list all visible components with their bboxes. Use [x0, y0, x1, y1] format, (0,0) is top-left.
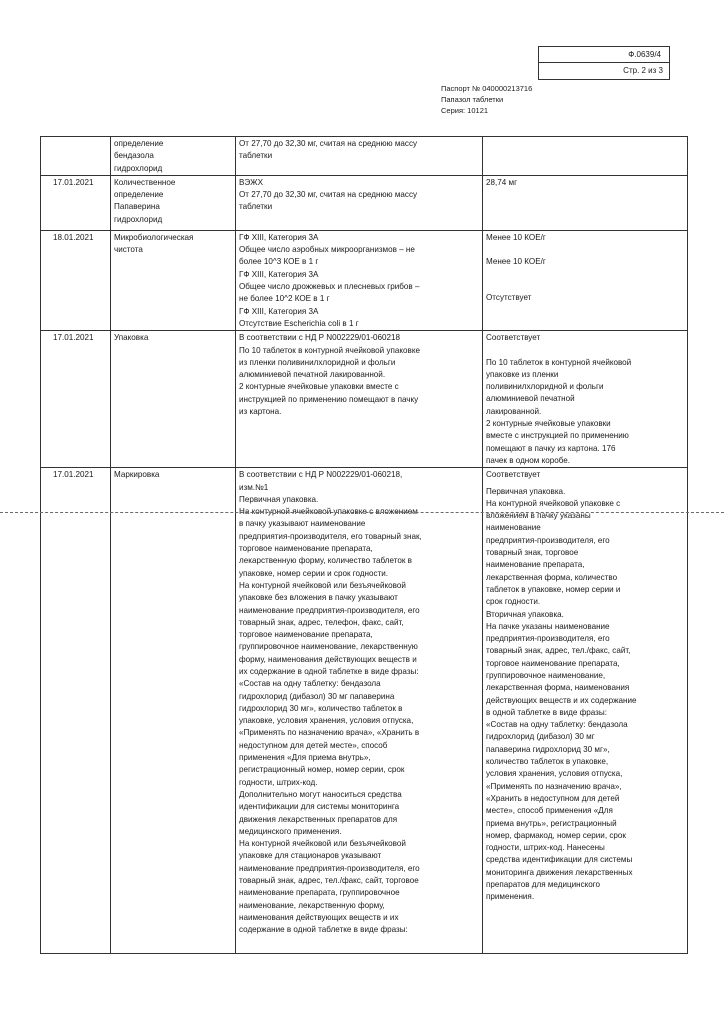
result-line: алюминиевой печатной	[486, 394, 575, 404]
requirement-line: От 27,70 до 32,30 мг, считая на среднюю массу	[239, 190, 418, 200]
requirement-line: упаковке без вложения в пачку указывают	[239, 593, 398, 603]
test-date: 17.01.2021	[53, 177, 94, 187]
result-line: папаверина гидрохлорид 30 мг»,	[486, 744, 610, 754]
requirement-line: ВЭЖХ	[239, 177, 263, 187]
series-number: Серия: 10121	[441, 106, 489, 115]
result-line: годности, штрих-код. Нанесены	[486, 843, 605, 853]
form-code-box	[538, 46, 670, 80]
requirement-line: в пачку указывают наименование	[239, 519, 366, 529]
requirement-cell	[236, 230, 483, 330]
table-row	[41, 175, 688, 230]
requirement-line: изм.№1	[239, 482, 269, 492]
requirement-line: товарный знак, адрес, телефон, факс, сайт,	[239, 617, 404, 627]
requirement-line: годности, штрих-код.	[239, 777, 318, 787]
requirement-line: из пленки поливинилхлоридной и фольги	[239, 357, 396, 367]
requirement-line: Отсутствие Escherichia coli в 1 г	[239, 318, 359, 328]
requirement-line: В соответствии с НД Р N002229/01-060218,	[239, 470, 403, 480]
result-line: На пачке указаны наименование	[486, 621, 610, 631]
requirement-line: упаковке для стационаров указывают	[239, 851, 382, 861]
requirement-line: торговое наименование препарата,	[239, 544, 373, 554]
requirement-line: более 10^3 КОЕ в 1 г	[239, 257, 319, 267]
requirement-line: упаковке, условия хранения, условия отпуска,	[239, 716, 414, 726]
result-cell	[483, 175, 688, 230]
test-name-line: определение	[114, 139, 164, 148]
result-line: Менее 10 КОЕ/г	[486, 232, 546, 242]
table-row	[41, 331, 688, 468]
requirement-line: На контурной ячейковой или безъячейковой	[239, 580, 406, 590]
test-name-cell	[111, 137, 236, 176]
requirement-line: предприятия-производителя, его товарный знак,	[239, 531, 422, 541]
result-line: условия хранения, условия отпуска,	[486, 769, 623, 779]
table-row	[41, 137, 688, 176]
requirement-cell	[236, 468, 483, 954]
test-name-line: гидрохлорид	[114, 214, 163, 224]
test-name-line: гидрохлорид	[114, 163, 163, 173]
requirement-line: наименование, лекарственную форму,	[239, 900, 385, 910]
test-name-cell	[111, 175, 236, 230]
test-name-line: чистота	[114, 245, 143, 255]
result-cell	[483, 137, 688, 176]
table-row	[41, 230, 688, 330]
result-line: Соответствует	[486, 470, 541, 480]
result-line: «Применять по назначению врача»,	[486, 781, 622, 791]
result-line: предприятия-производителя, его	[486, 535, 610, 545]
result-line: лакированной.	[486, 406, 542, 416]
requirement-line: На контурной ячейковой упаковке с вложением	[239, 507, 418, 517]
result-line: наименование препарата,	[486, 560, 585, 570]
requirement-line: алюминиевой печатной лакированной.	[239, 370, 386, 380]
requirement-line: От 27,70 до 32,30 мг, считая на среднюю массу	[239, 139, 418, 148]
test-name-line: бендазола	[114, 151, 154, 161]
test-name-line: определение	[114, 190, 164, 200]
result-line: мониторинга движения лекарственных	[486, 867, 633, 877]
result-line: поливинилхлоридной и фольги	[486, 382, 604, 392]
result-line: группировочное наименование,	[486, 670, 606, 680]
result-line: вложением в пачку указаны	[486, 511, 591, 521]
requirement-line: гидрохлорид 30 мг», количество таблеток в	[239, 703, 403, 713]
test-date: 18.01.2021	[53, 232, 94, 242]
requirement-line: Общее число дрожжевых и плесневых грибов –	[239, 282, 420, 292]
table-row	[41, 468, 688, 954]
page-fold-line	[0, 512, 724, 513]
requirement-line: Общее число аэробных микроорганизмов – не	[239, 245, 415, 255]
requirement-line: их содержание в одной таблетке в виде фразы:	[239, 666, 419, 676]
date-cell	[41, 230, 111, 330]
test-results-table	[40, 136, 688, 954]
test-date: 17.01.2021	[53, 333, 94, 343]
result-line: На контурной ячейковой упаковке с	[486, 498, 621, 508]
requirement-line: идентификации для системы мониторинга	[239, 802, 400, 812]
result-line: номер, фармакод, номер серии, срок	[486, 830, 626, 840]
result-line: Соответствует	[486, 333, 541, 343]
requirement-line: товарный знак, адрес, тел./факс, сайт, торговое	[239, 876, 419, 886]
requirement-cell	[236, 137, 483, 176]
test-name-line: Количественное	[114, 177, 176, 187]
result-line: срок годности.	[486, 597, 541, 607]
result-line: товарный знак, адрес, тел./факс, сайт,	[486, 646, 631, 656]
result-line: наименование	[486, 523, 541, 533]
result-cell	[483, 230, 688, 330]
requirement-line: наименование препарата, группировочное	[239, 888, 400, 898]
test-name-line: Упаковка	[114, 333, 149, 343]
result-line: упаковке из пленки	[486, 369, 559, 379]
requirement-line: недоступном для детей месте», способ	[239, 740, 388, 750]
passport-number: Паспорт № 040000213716	[441, 84, 533, 93]
date-cell	[41, 175, 111, 230]
test-name-cell	[111, 468, 236, 954]
result-line: препаратов для медицинского	[486, 880, 601, 890]
requirement-line: ГФ XIII, Категория 3А	[239, 269, 319, 279]
result-line: гидрохлорид (дибазол) 30 мг	[486, 732, 595, 742]
requirement-line: наименование предприятия-производителя, его	[239, 605, 420, 615]
date-cell	[41, 137, 111, 176]
form-code: Ф.0639/4	[539, 47, 669, 63]
requirement-line: «Применять по назначению врача», «Хранить в	[239, 728, 420, 738]
result-line: действующих веществ и их содержание	[486, 695, 637, 705]
requirement-line: применения «Для приема внутрь»,	[239, 753, 371, 763]
result-line: Менее 10 КОЕ/г	[486, 257, 546, 267]
requirement-line: форму, наименования действующих веществ и	[239, 654, 417, 664]
requirement-line: По 10 таблеток в контурной ячейковой упаковке	[239, 345, 420, 355]
result-line: в одной таблетке в виде фразы:	[486, 707, 607, 717]
result-line: предприятия-производителя, его	[486, 634, 610, 644]
result-line: месте», способ применения «Для	[486, 806, 613, 816]
requirement-line: из картона.	[239, 407, 282, 417]
result-line: По 10 таблеток в контурной ячейковой	[486, 357, 632, 367]
requirement-line: торговое наименование препарата,	[239, 630, 373, 640]
result-line: товарный знак, торговое	[486, 548, 579, 558]
test-name-line: Папаверина	[114, 202, 160, 212]
result-line: приема внутрь», регистрационный	[486, 818, 617, 828]
result-line: применения.	[486, 892, 535, 902]
result-cell	[483, 331, 688, 468]
requirement-line: таблетки	[239, 202, 273, 212]
date-cell	[41, 468, 111, 954]
requirement-line: таблетки	[239, 151, 273, 161]
requirement-line: медицинского применения.	[239, 826, 342, 836]
test-name-line: Микробиологическая	[114, 232, 194, 242]
result-line: Первичная упаковка.	[486, 486, 566, 496]
result-line: 2 контурные ячейковые упаковки	[486, 419, 611, 429]
requirement-line: движения лекарственных препаратов для	[239, 814, 398, 824]
result-line: помещают в пачку из картона. 176	[486, 443, 616, 453]
product-name: Папазол таблетки	[441, 95, 504, 104]
requirement-line: регистрационный номер, номер серии, срок	[239, 765, 405, 775]
requirement-line: содержание в одной таблетке в виде фразы:	[239, 925, 408, 935]
test-name-line: Маркировка	[114, 470, 160, 480]
result-line: таблеток в упаковке, номер серии и	[486, 584, 621, 594]
result-line: торговое наименование препарата,	[486, 658, 620, 668]
result-line: пачек в одном коробе.	[486, 455, 571, 465]
result-line: Отсутствует	[486, 293, 532, 303]
result-line: средства идентификации для системы	[486, 855, 633, 865]
requirement-line: наименование предприятия-производителя, его	[239, 863, 420, 873]
requirement-line: ГФ XIII, Категория 3А	[239, 232, 319, 242]
result-line: «Хранить в недоступном для детей	[486, 793, 620, 803]
passport-header	[441, 83, 532, 116]
test-name-cell	[111, 331, 236, 468]
requirement-line: группировочное наименование, лекарственную	[239, 642, 418, 652]
requirement-line: На контурной ячейковой или безъячейковой	[239, 839, 406, 849]
result-line: «Состав на одну таблетку: бендазола	[486, 720, 628, 730]
test-name-cell	[111, 230, 236, 330]
requirement-cell	[236, 175, 483, 230]
requirement-line: 2 контурные ячейковые упаковки вместе с	[239, 382, 399, 392]
requirement-line: лекарственную форму, количество таблеток в	[239, 556, 412, 566]
requirement-line: Первичная упаковка.	[239, 494, 319, 504]
result-line: количество таблеток в упаковке,	[486, 757, 609, 767]
result-cell	[483, 468, 688, 954]
requirement-line: «Состав на одну таблетку: бендазола	[239, 679, 381, 689]
page-number: Стр. 2 из 3	[623, 66, 663, 75]
result-line: 28,74 мг	[486, 177, 518, 187]
requirement-line: В соответствии с НД Р N002229/01-060218	[239, 333, 401, 343]
requirement-line: не более 10^2 КОЕ в 1 г	[239, 294, 330, 304]
requirement-line: Дополнительно могут наноситься средства	[239, 789, 402, 799]
requirement-line: наименования действующих веществ и их	[239, 912, 399, 922]
requirement-line: инструкцией по применению помещают в пачку	[239, 394, 419, 404]
result-line: Вторичная упаковка.	[486, 609, 564, 619]
requirement-line: ГФ XIII, Категория 3А	[239, 306, 319, 316]
test-date: 17.01.2021	[53, 470, 94, 480]
result-line: вместе с инструкцией по применению	[486, 431, 629, 441]
result-line: лекарственная форма, количество	[486, 572, 618, 582]
date-cell	[41, 331, 111, 468]
requirement-line: гидрохлорид (дибазол) 30 мг папаверина	[239, 691, 395, 701]
result-line: лекарственная форма, наименования	[486, 683, 630, 693]
requirement-cell	[236, 331, 483, 468]
requirement-line: упаковке, номер серии и срок годности.	[239, 568, 389, 578]
